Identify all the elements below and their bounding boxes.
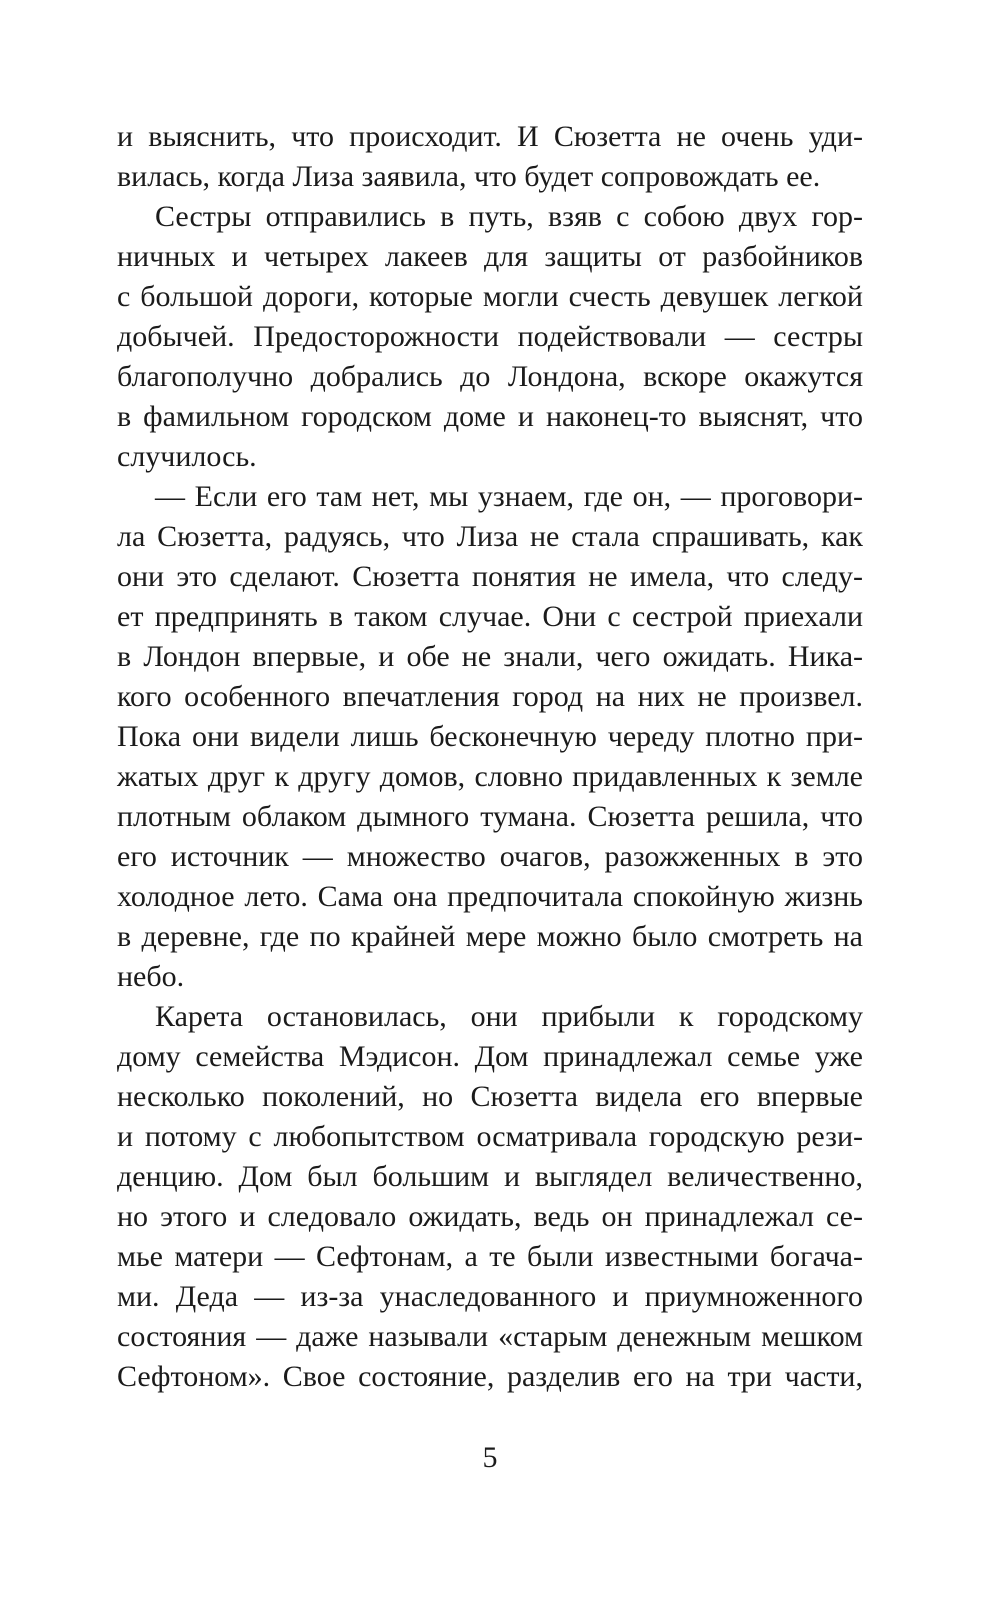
text-line: случилось.: [117, 440, 257, 473]
text-line: состояния — даже называли «старым денежным мешком: [117, 1320, 863, 1353]
text-line: ет предпринять в таком случае. Они с сестрой приехали: [117, 600, 863, 633]
paragraph: [117, 997, 863, 1397]
text-line: добычей. Предосторожности подействовали — сестры: [117, 320, 863, 353]
text-line: они это сделают. Сюзетта понятия не имела, что следу-: [117, 560, 863, 593]
text-line: и потому с любопытством осматривала городскую рези-: [117, 1120, 863, 1153]
text-line: Сефтоном». Свое состояние, разделив его на три части,: [117, 1360, 863, 1393]
text-line: несколько поколений, но Сюзетта видела его впервые: [117, 1080, 863, 1113]
page-number: 5: [482, 1441, 498, 1474]
text-line: с большой дороги, которые могли счесть девушек легкой: [117, 280, 863, 313]
paragraph: [117, 477, 863, 997]
text-line: кого особенного впечатления город на них не произвел.: [117, 680, 863, 713]
text-line: плотным облаком дымного тумана. Сюзетта решила, что: [117, 800, 863, 833]
text-block: [117, 117, 863, 1397]
text-line: денцию. Дом был большим и выглядел величественно,: [117, 1160, 863, 1193]
text-line: благополучно добрались до Лондона, вскоре окажутся: [117, 360, 863, 393]
text-line: вилась, когда Лиза заявила, что будет сопровождать ее.: [117, 160, 821, 193]
text-line: Сестры отправились в путь, взяв с собою двух гор-: [155, 200, 863, 233]
text-line: небо.: [117, 960, 185, 993]
paragraph: [117, 197, 863, 477]
text-line: — Если его там нет, мы узнаем, где он, — проговори-: [155, 480, 863, 513]
text-line: в деревне, где по крайней мере можно было смотреть на: [117, 920, 863, 953]
text-line: в фамильном городском доме и наконец-то выяснят, что: [117, 400, 863, 433]
text-line: Карета остановилась, они прибыли к городскому: [155, 1000, 863, 1033]
text-line: ми. Деда — из-за унаследованного и приумноженного: [117, 1280, 863, 1313]
text-line: и выяснить, что происходит. И Сюзетта не очень уди-: [117, 120, 863, 153]
text-line: жатых друг к другу домов, словно придавленных к земле: [117, 760, 863, 793]
text-line: ла Сюзетта, радуясь, что Лиза не стала спрашивать, как: [117, 520, 863, 553]
text-line: Пока они видели лишь бесконечную череду плотно при-: [117, 720, 863, 753]
text-line: ничных и четырех лакеев для защиты от разбойников: [117, 240, 863, 273]
paragraph: [117, 117, 863, 197]
text-line: мье матери — Сефтонам, а те были известными богача-: [117, 1240, 863, 1273]
text-line: холодное лето. Сама она предпочитала спокойную жизнь: [117, 880, 863, 913]
text-line: его источник — множество очагов, разожженных в это: [117, 840, 863, 873]
text-line: в Лондон впервые, и обе не знали, чего ожидать. Ника-: [117, 640, 863, 673]
text-line: но этого и следовало ожидать, ведь он принадлежал се-: [117, 1200, 863, 1233]
text-line: дому семейства Мэдисон. Дом принадлежал семье уже: [117, 1040, 863, 1073]
